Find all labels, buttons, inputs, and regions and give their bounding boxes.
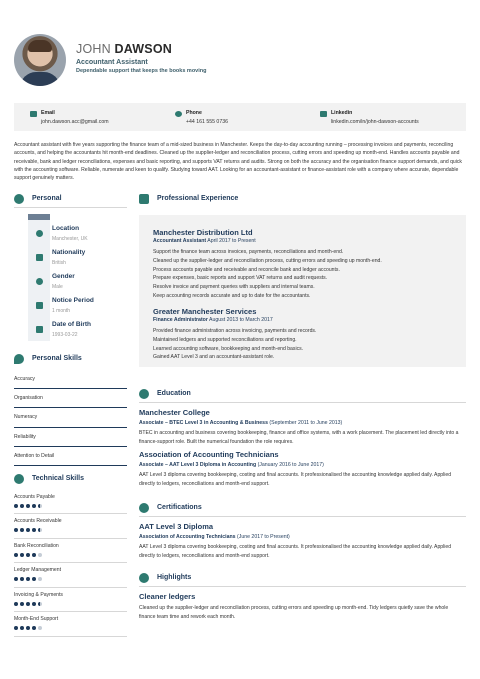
rating-dots [14, 626, 42, 631]
rating-dot [20, 602, 24, 606]
rating-dot [14, 602, 18, 606]
rating-dot [20, 577, 24, 581]
list-item: Organisation [14, 389, 127, 408]
job-title: Accountant Assistant [76, 59, 148, 66]
summary-paragraph: Accountant assistant with five years supporting the finance team of a mid-sized business in Manchester. Keeps the day-to-day accounting running – processing invoices and payments, reconciling accounts, and helping the accountants hit month-end deadlines. Cleaned up the supplier-ledger and reconciliation process, cutting errors and speeding up month-end. Handles accounts payable and receivable, bank and ledger reconciliations, expenses and basic reporting, and supports VAT returns and audits. Strong on both the accuracy and the organisation finance support demands, and quick with the accounting software. Reliable, numerate and keen to qualify. Studying toward AAT. Looking for an accountant-assistant or finance-assistant role with a company where accurate, dependable support genuinely matters. [14, 142, 462, 182]
section-highlights: Highlights Cleaner ledgers Cleaned up the supplier-ledger and reconciliation process, cutting errors and speeding up month-end. Tidy ledgers quietly save the whole finance team time and rework each month. [139, 573, 466, 621]
section-education: Education Manchester College Associate – BTEC Level 3 in Accounting & Business (September 2011 to June 2013) BTEC in accounting and business covering bookkeeping, finance and office systems, with a work placement. The placement led directly into a finance-support role. Built the numerical foundation the role requires. Association of Accounting Technicians Associate – AAT Level 3 Diploma in Accounting (January 2016 to June 2017) AAT Level 3 diploma covering bookkeeping, costing and final accounts. It professionalised the accounting knowledge applied daily. Applied directly to ledgers, reconciliations and month-end support. [139, 389, 466, 488]
section-technical-skills: Technical Skills [14, 474, 127, 488]
rating-dots [14, 602, 42, 607]
rating-dot [38, 553, 42, 557]
personal-skills-list [14, 370, 127, 466]
list-item: Numeracy [14, 408, 127, 427]
rating-dot [38, 626, 42, 630]
rating-dots [14, 577, 42, 582]
profile-photo [14, 34, 66, 86]
rating-dot [20, 528, 24, 532]
person-icon [36, 278, 43, 285]
list-item: Accounts Receivable [14, 514, 127, 539]
rating-dot [26, 577, 30, 581]
rating-dots [14, 553, 42, 558]
name-block [76, 42, 207, 74]
section-certifications: Certifications AAT Level 3 Diploma Association of Accounting Technicians (June 2017 to Present) AAT Level 3 diploma covering bookkeeping, costing and final accounts. It professionalised the accounting knowledge applied daily. Applied directly to ledgers, reconciliations and month-end support. [139, 503, 466, 560]
heart-icon [14, 354, 24, 364]
rating-dot [20, 504, 24, 508]
list-item: Attention to Detail [14, 447, 127, 466]
email-icon [30, 111, 37, 117]
rating-dots [14, 504, 42, 509]
rating-dot [32, 528, 36, 532]
rating-dot [32, 602, 36, 606]
briefcase-icon [139, 194, 149, 204]
flag-icon [36, 254, 43, 261]
rating-dot [14, 553, 18, 557]
list-item: Ledger Management [14, 563, 127, 588]
education-entry: Manchester College Associate – BTEC Level 3 in Accounting & Business (September 2011 to June 2013) BTEC in accounting and business covering bookkeeping, finance and office systems, with a work placement. The placement led directly into a finance-support role. Built the numerical foundation the role requires. [139, 408, 459, 445]
experience-box [139, 215, 466, 367]
list-item: Month-End Support [14, 612, 127, 637]
left-column [14, 194, 127, 637]
job-entry: Manchester Distribution Ltd Accountant Assistant April 2017 to Present Support the finance team across invoices, payments, reconciliations and month-end. Cleaned up the supplier-ledger and reconciliation process, cutting errors and speeding up month-end. Process accounts payable and receivable and reconcile bank and ledger accounts. Prepare expenses, basic reports and support VAT returns and audit requests. Resolve invoice and payment queries with suppliers and internal teams. Keep accounting records accurate and up to date for the accountants. [153, 228, 382, 299]
document-icon [36, 302, 43, 309]
list-item: Reliability [14, 428, 127, 447]
section-personal-skills: Personal Skills [14, 354, 127, 368]
certificate-icon [139, 503, 149, 513]
star-icon [139, 573, 149, 583]
personal-details [14, 214, 127, 342]
list-item: Accounts Payable [14, 490, 127, 515]
rating-dot [14, 577, 18, 581]
full-name: JOHN DAWSON [76, 42, 172, 56]
rating-dot [26, 626, 30, 630]
list-item: Invoicing & Payments [14, 588, 127, 613]
rating-dots [14, 528, 42, 533]
rating-dot [32, 504, 36, 508]
rating-dot [26, 602, 30, 606]
rating-dot [14, 528, 18, 532]
rating-dot [26, 553, 30, 557]
rating-dot [38, 504, 42, 508]
pin-icon [14, 194, 24, 204]
rating-dot [26, 528, 30, 532]
gear-icon [14, 474, 24, 484]
tagline: Dependable support that keeps the books moving [76, 68, 207, 74]
personal-notice-period: Notice Period 1 month [14, 296, 127, 320]
education-entry: Association of Accounting Technicians Associate – AAT Level 3 Diploma in Accounting (January 2016 to June 2017) AAT Level 3 diploma covering bookkeeping, costing and final accounts. It professionalised the accounting knowledge applied daily. Applied directly to ledgers, reconciliations and month-end support. [139, 450, 452, 487]
personal-date-of-birth: Date of Birth 1993-03-22 [14, 320, 127, 344]
personal-location: Location Manchester, UK [14, 224, 127, 248]
resume-header [14, 34, 466, 90]
rating-dot [26, 504, 30, 508]
job-entry: Greater Manchester Services Finance Administrator August 2013 to March 2017 Provided finance administration across invoicing, payments and records. Maintained ledgers and supported reconciliations and reporting. Learned accounting software, bookkeeping and month-end basics. Gained AAT Level 3 and an accountant-assistant role. [153, 307, 317, 361]
location-icon [36, 230, 43, 237]
section-personal: Personal [14, 194, 127, 208]
personal-gender: Gender Male [14, 272, 127, 296]
rating-dot [32, 577, 36, 581]
rating-dot [32, 626, 36, 630]
personal-nationality: Nationality British [14, 248, 127, 272]
rating-dot [38, 528, 42, 532]
graduation-cap-icon [139, 389, 149, 399]
rating-dot [38, 602, 42, 606]
certification-entry: AAT Level 3 Diploma Association of Accounting Technicians (June 2017 to Present) AAT Level 3 diploma covering bookkeeping, costing and final accounts. It professionalised the accounting knowledge applied daily. Applied directly to ledgers, reconciliations and month-end support. [139, 522, 452, 559]
list-item: Accuracy [14, 370, 127, 389]
rating-dot [20, 553, 24, 557]
linkedin-icon [320, 111, 327, 117]
contact-bar: Email john.dawson.acc@gmail.com Phone +44 161 555 0736 Linkedin linkedin.com/in/john-dawson-accounts [14, 103, 466, 131]
phone-icon [175, 111, 182, 117]
cake-icon [36, 326, 43, 333]
rating-dot [20, 626, 24, 630]
highlight-entry: Cleaner ledgers Cleaned up the supplier-ledger and reconciliation process, cutting errors and speeding up month-end. Tidy ledgers quietly save the whole finance team time and rework each month. [139, 592, 449, 620]
rating-dot [14, 504, 18, 508]
rating-dot [32, 553, 36, 557]
rating-dot [38, 577, 42, 581]
rating-dot [14, 626, 18, 630]
section-experience: Professional Experience [139, 194, 466, 208]
technical-skills-list [14, 490, 127, 637]
list-item: Bank Reconciliation [14, 539, 127, 564]
